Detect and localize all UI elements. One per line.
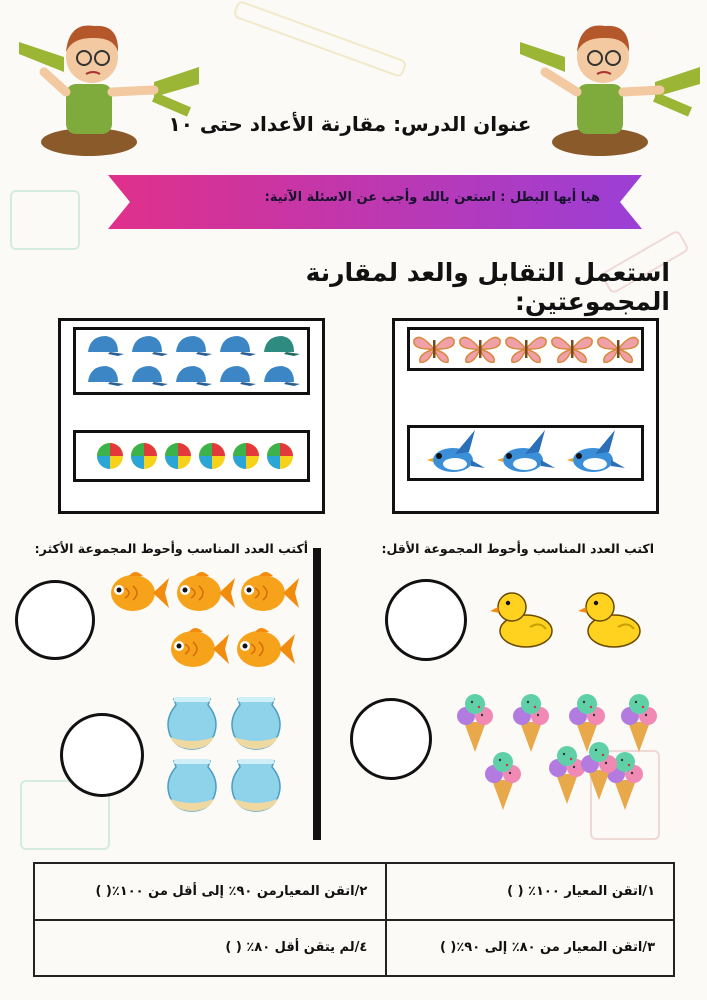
ice-cream-icon [480,746,526,812]
beach-ball-icon [129,441,159,471]
answer-circle-ducks[interactable] [385,579,467,661]
fishbowl-group [162,695,292,820]
fishbowl-icon [226,757,286,815]
beach-ball-icon [231,441,261,471]
cap-icon [216,362,256,390]
cap-icon [216,332,256,360]
cap-icon [172,362,212,390]
beach-ball-icon [197,441,227,471]
butterfly-icon [504,332,548,366]
fish-icon [235,568,299,618]
background-book-icon [10,190,80,250]
fishbowl-icon [162,757,222,815]
bird-icon [565,428,627,478]
cap-icon [128,332,168,360]
answer-circle-ice-cream[interactable] [350,698,432,780]
duck-icon [578,585,644,651]
boy-holding-sign-icon [515,12,705,162]
boy-holding-sign-icon [14,12,204,162]
table-row [34,863,674,920]
table-row [34,920,674,977]
fish-icon [105,568,169,618]
cap-icon [128,362,168,390]
butterfly-icon [550,332,594,366]
butterflies-row [407,327,644,371]
rubric-cell[interactable]: ٣/اتقن المعيار من ٨٠٪ إلى ٩٠٪( ) [386,920,674,977]
banner-text: هيا أيها البطل : استعن بالله وأجب عن الاسئلة الآتية: [264,190,600,205]
instruction-more: أكتب العدد المناسب وأحوط المجموعة الأكثر: [34,541,308,556]
beach-ball-icon [95,441,125,471]
duck-icon [490,585,556,651]
rubric-cell[interactable]: ٢/اتقن المعيارمن ٩٠٪ إلى أقل من ١٠٠٪( ) [34,863,386,920]
bird-icon [425,428,487,478]
ice-cream-icon [616,688,662,754]
answer-circle-fish[interactable] [15,580,95,660]
cap-icon [84,332,124,360]
beach-ball-icon [163,441,193,471]
butterfly-icon [412,332,456,366]
butterfly-icon [596,332,640,366]
ice-cream-icon [452,688,498,754]
butterfly-icon [458,332,502,366]
cap-icon [84,362,124,390]
birds-row [407,425,644,481]
answer-circle-fishbowls[interactable] [60,713,144,797]
instruction-less: اكتب العدد المناسب وأحوط المجموعة الأقل: [381,541,654,556]
ice-cream-icon [576,736,622,802]
bird-icon [495,428,557,478]
main-heading: استعمل التقابل والعد لمقارنة المجموعتين: [305,258,670,316]
rubric-cell[interactable]: ١/اتقن المعيار ١٠٠٪ ( ) [386,863,674,920]
duck-group [490,585,650,655]
ice-cream-group [452,688,662,814]
fishbowl-icon [226,695,286,753]
lesson-title: عنوان الدرس: مقارنة الأعداد حتى ١٠ [168,112,532,136]
background-pencil-icon [232,0,407,78]
rubric-table [33,862,675,977]
caps-row [73,327,310,395]
fish-icon [171,568,235,618]
fishbowl-icon [162,695,222,753]
cap-icon [260,332,300,360]
balls-row [73,430,310,482]
beach-ball-icon [265,441,295,471]
fish-icon [231,624,295,674]
cap-icon [260,362,300,390]
vertical-divider [313,548,321,840]
fish-group [105,568,300,678]
fish-icon [165,624,229,674]
rubric-cell[interactable]: ٤/لم يتقن أقل ٨٠٪ ( ) [34,920,386,977]
cap-icon [172,332,212,360]
